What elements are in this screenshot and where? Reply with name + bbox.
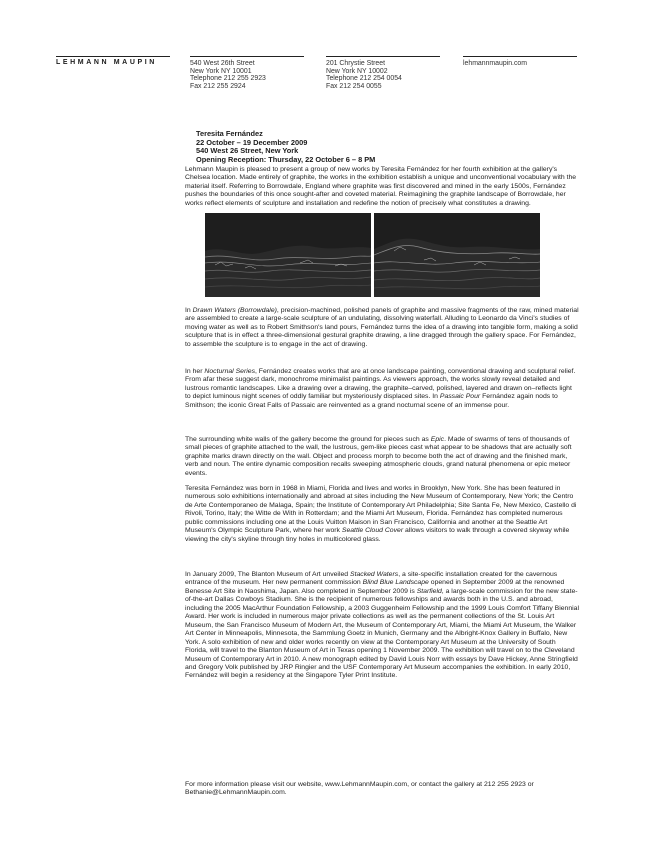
logo-rule [56,56,170,57]
paragraph-text: The surrounding white walls of the gallery become the ground for pieces such as [185,436,431,443]
paragraph-text: Teresita Fernández was born in 1968 in Miami, Florida and lives and works in Brooklyn, New York. She has been featured in numerous solo exhibitions internationally and abroad at sites including the New Museum of Contemporary, New York; the Centro de Arte Contemporaneo de Malaga, Spain; the Institute of Contemporary Art Philadelphia; Site Santa Fe, New Mexico, Castello di Rivoli, Torino, Italy; the Witte de With in Rotterdam; and the Miami Art Museum, Florida. Fernández has completed numerous public commissions including one at the Louis Vuitton Maison in San Francisco, California and another at the Seattle Art Museum's Olympic Sculpture Park, where her work [185,485,577,535]
artwork-image-left [205,213,371,297]
intro-paragraph [185,166,579,208]
intro-text: Lehmann Maupin is pleased to present a group of new works by Teresita Fernández for her fourth exhibition at the gallery's Chelsea location. Made entirely of graphite, the works in the exhibition establish a unique and unconventional vocabulary with the material itself. Referring to Borrowdale, England where graphite was first discovered and mined in the early 1500s, Fernández pushes the boundaries of this once sought-after and coveted material. Reimagining the graphite landscape of Borrowdale, her works reflect elements of sculpture and installation and redefine the notion of precisely what constitutes a drawing. [185,166,577,207]
paragraph-text: In her [185,368,205,375]
website-rule [463,56,577,57]
exhibition-venue: 540 West 26 Street, New York [196,146,299,156]
work-title: Blind Blue Landscape [362,579,429,587]
address-line: New York NY 10001 [190,67,252,75]
work-title: Passaic Pour [439,393,481,401]
paragraph-drawn-waters: In Drawn Waters (Borrowdale), precision-machined, polished panels of graphite and massive fragments of the raw, mined material are assembled to create a large-scale sculpture of an undulating, dissolving waterfall. Alluding to Leonardo da Vinci's studies of moving water as well as to Robert Smithson's land pours, Fernández turns the idea of a drawing into tangible form, making a solid sculpture that is in effect a three-dimensional gestural graphite drawing, a line dragged through the gallery space. For Fernández, to assemble the sculpture is to engage in the act of drawing. [185,307,579,348]
address-line: 540 West 26th Street [190,60,255,67]
gallery-logo: LEHMANN MAUPIN [56,59,157,66]
work-title: Stacked Waters [350,571,399,578]
address1-rule [190,56,304,57]
work-title: Epic [430,436,445,443]
paragraph-text: Fernández again nods to Smithson; the iconic Great Falls of Passaic are reinvented as a grand nocturnal scene of an immense pour. [185,393,558,409]
paragraph-text: . Made of swarms of tens of thousands of small pieces of graphite attached to the wall, the lustrous, gem-like pieces cast what appear to be shadows that are actually soft graphite marks drawn directly on the wall. Object and process morph to become both the act of drawing and the finished mark, verb and noun. The entire dynamic composition recalls sweeping atmospheric clouds, grand natural phenomena or epic meteor events. [185,436,572,477]
contact-text: For more information please visit our website, www.LehmannMaupin.com, or contact the gallery at 212 255 2923 or Bethanie@LehmannMaupin.com. [185,781,534,797]
graphite-landscape-left [205,213,371,297]
address-line: Fax 212 254 0055 [326,83,382,91]
artwork-image-right [374,213,540,297]
paragraph-biography [185,485,579,544]
paragraph-text: opened in September 2009 at the renowned Benesse Art Site in Naoshima, Japan. Also completed in September 2009 is [185,579,565,595]
address-block-chelsea [190,60,266,91]
paragraph-commissions [185,571,579,681]
paragraph-text: In January 2009, The Blanton Museum of Art unveiled [185,571,350,578]
graphite-landscape-right [374,213,540,297]
paragraph-text: , a site-specific installation created for the cavernous entrance of the museum. Her new permanent commission [185,571,558,587]
paragraph-text: , precision-machined, polished panels of graphite and massive fragments of the raw, mined material are assembled to create a large-scale sculpture of an undulating, dissolving waterfall. Alluding to Leonardo da Vinci's studies of moving water as well as to Robert Smithson's land pours, Fernández turns the idea of a drawing into tangible form, making a solid sculpture that is in effect a three-dimensional gestural graphite drawing, a line dragged through the gallery space. For Fernández, to assemble the sculpture is to engage in the act of drawing. [185,307,579,348]
website-link[interactable]: lehmannmaupin.com [463,60,527,67]
artist-name: Teresita Fernández [196,129,263,138]
paragraph-nocturnal-series [185,368,579,410]
exhibition-header [196,130,375,164]
paragraph-text: allows visitors to walk through a covered skyway while viewing the city's skyline through tiny holes in multicolored glass. [185,527,570,543]
work-title: Drawn Waters (Borrowdale) [192,307,277,314]
address-line: 201 Chrystie Street [326,60,385,67]
work-title: Starfield [416,587,442,595]
address-line: Fax 212 255 2924 [190,83,246,91]
paragraph-text: , a large-scale commission for the new state-of-the-art Dallas Cowboys Stadium. She is the recipient of numerous fellowships and awards both in the U.S. and abroad, including the 2005 MacArthur Foundation Fellowship, a 2003 Guggenheim Fellowship and the 1999 Louis Comfort Tiffany Biennial Award. Her work is included in numerous major private collections as well as the permanent collections of the St. Louis Art Museum, the San Francisco Museum of Modern Art, the Museum of Contemporary Art, Miami, the Miami Art Museum, the Walker Art Center in Minneapolis, Minnesota, the Sammlung Goetz in Munich, Germany and the Albright-Knox Gallery in Buffalo, New York. A solo exhibition of new and older works recently on view at the Contemporary Art Museum at the University of South Florida, will travel to the Blanton Museum of Art in Texas opening 1 November 2009. The exhibition will travel on to the Cleveland Museum of Contemporary Art in 2010. A new monograph edited by David Louis Norr with essays by Dave Hickey, Anne Stringfield and Gregory Volk published by JRP Ringier and the USF Contemporary Art Museum accompanies the exhibition. In early 2010, Fernández will begin a residency at the Singapore Tyler Print Institute. [185,587,580,680]
paragraph-epic [185,436,579,478]
address2-rule [326,56,440,57]
address-line: Telephone 212 255 2923 [190,75,266,83]
work-title: Seattle Cloud Cover [341,527,404,535]
paragraph-text: , Fernández creates works that are at once landscape painting, conventional drawing and sculptural relief. From afar these suggest dark, monochrome minimalist paintings. As viewers approach, the works slowly reveal detailed and lustrous romantic landscapes. Like a drawing over a drawing, the graphite–carved, polished, layered and drawn on–reflects light to depict luminous night scenes of oddly familiar but mysteriously displaced sites. In [185,368,576,401]
opening-reception: Opening Reception: Thursday, 22 October 6 – 8 PM [196,154,376,164]
paragraph-contact [185,781,579,798]
address-line: New York NY 10002 [326,67,388,75]
address-block-chrystie [326,60,402,91]
series-title: Nocturnal Series [204,368,255,375]
exhibition-dates: 22 October – 19 December 2009 [196,137,308,147]
address-line: Telephone 212 254 0054 [326,75,402,83]
